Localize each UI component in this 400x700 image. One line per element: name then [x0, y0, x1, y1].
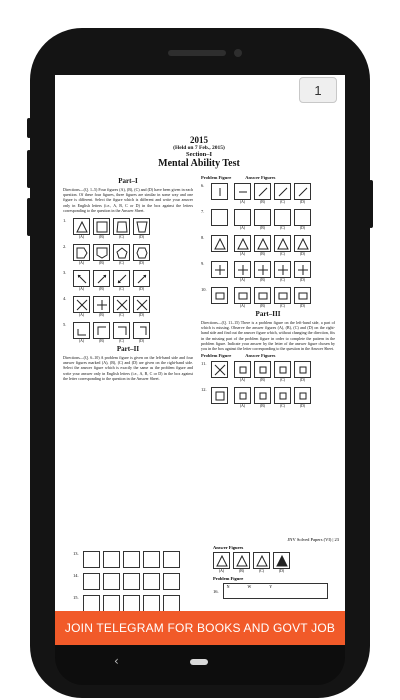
- problem-figure: [211, 387, 228, 404]
- option-label: (A): [239, 378, 246, 383]
- answer-figure: [254, 209, 271, 226]
- answer-figure: [254, 235, 271, 252]
- option-label: (A): [239, 200, 246, 204]
- option-label: (D): [299, 200, 306, 204]
- answer-figure: [123, 573, 140, 590]
- answer-figure: [73, 322, 90, 339]
- question-number: 13.: [73, 551, 79, 556]
- option-label: (B): [259, 404, 266, 409]
- grid-letter: Y: [269, 584, 273, 589]
- answer-figure: [93, 322, 110, 339]
- answer-figure: [83, 595, 100, 612]
- question-number: 6.: [201, 183, 205, 188]
- answer-figure: [103, 573, 120, 590]
- answer-figure: [274, 261, 291, 278]
- power-button: [369, 180, 373, 228]
- option-label: (B): [238, 569, 245, 573]
- answer-figures-header: Answer Figures: [213, 545, 244, 550]
- option-label: (D): [299, 378, 306, 383]
- answer-figure: [254, 361, 271, 378]
- option-label: (A): [239, 304, 246, 308]
- question-number: 12.: [201, 387, 207, 393]
- question-row: [201, 235, 335, 252]
- exam-date: (Held on 7 Feb., 2015): [173, 145, 225, 151]
- answer-figure: [294, 235, 311, 252]
- option-label: (D): [299, 304, 306, 308]
- question-number: 10.: [201, 287, 207, 292]
- answer-figure: [73, 296, 90, 313]
- answer-figure: [233, 552, 250, 569]
- answer-figure: [234, 235, 251, 252]
- question-row: [63, 244, 193, 261]
- option-label: (B): [98, 313, 105, 318]
- answer-figure: [274, 235, 291, 252]
- option-label: (B): [259, 378, 266, 383]
- telegram-banner[interactable]: JOIN TELEGRAM FOR BOOKS AND GOVT JOB: [55, 611, 345, 645]
- answer-figure: [213, 552, 230, 569]
- option-label: (A): [218, 569, 225, 573]
- question-row: [63, 218, 193, 235]
- option-label: (D): [138, 313, 145, 318]
- option-label: (C): [279, 278, 286, 282]
- document-screen[interactable]: [55, 75, 345, 645]
- option-label: (D): [299, 226, 306, 230]
- answer-figure: [253, 552, 270, 569]
- question-number: 3.: [63, 270, 67, 276]
- grid-letter: W: [247, 584, 252, 589]
- option-label: (B): [98, 235, 105, 240]
- option-label: (C): [118, 261, 125, 266]
- answer-figure: [143, 551, 160, 568]
- answer-figure: [93, 296, 110, 313]
- grid-letter: N: [226, 584, 230, 589]
- answer-figure: [73, 218, 90, 235]
- question-row: [73, 551, 180, 568]
- option-label: (C): [279, 226, 286, 230]
- part1-heading: Part–I: [118, 177, 138, 185]
- option-label: (B): [98, 261, 105, 266]
- part3-directions: Directions—(Q. 11–15) There is a problem figure on the left-hand side, a part of which is missing. Observe the answer figures (A), (B), (C) and (D) on the right-hand side and find out the answer figure which, without changing the direction, fits in the missing part of the problem figure in order to complete the pattern in the problem figure. Indicate your answer by the letter of the answer figure chosen by you in the box against the letter corresponding to the question in the Answer Sheet.: [201, 320, 335, 352]
- option-label: (A): [239, 404, 246, 409]
- option-label: (B): [259, 200, 266, 204]
- answer-figure: [294, 209, 311, 226]
- volume-button: [27, 198, 31, 236]
- option-label: (A): [78, 313, 85, 318]
- answer-figure: [73, 270, 90, 287]
- answer-figure: [73, 244, 90, 261]
- question-number: 4.: [63, 296, 67, 302]
- answer-figure: [254, 287, 271, 304]
- part3-heading: Part–III: [255, 310, 281, 318]
- option-label: (A): [239, 226, 246, 230]
- option-label: (D): [299, 252, 306, 256]
- option-label: (D): [299, 404, 306, 409]
- page-title: Mental Ability Test: [158, 158, 240, 169]
- answer-figure: [113, 270, 130, 287]
- answer-figure: [234, 387, 251, 404]
- option-label: (D): [299, 278, 306, 282]
- option-label: (B): [259, 252, 266, 256]
- answer-figure: [83, 573, 100, 590]
- answer-figure: [133, 322, 150, 339]
- answer-figure: [254, 387, 271, 404]
- answer-figure: [234, 209, 251, 226]
- option-label: (D): [138, 339, 145, 344]
- answer-figure: [254, 183, 271, 200]
- exam-year: 2015: [190, 135, 208, 145]
- answer-figure: [274, 183, 291, 200]
- volume-button: [27, 118, 31, 138]
- part1-directions: Directions—(Q. 1–5) Four figures (A), (B), (C) and (D) have been given in each question. Of these four figures, three figures are similar in some way and one figure is different. Select the figure which is different and write your answer only in English letters (i.e., A, B, C or D) in the box against the letters corresponding to the question in the Answer Sheet.: [63, 187, 193, 213]
- problem-figure: [211, 261, 228, 278]
- option-label: (C): [118, 313, 125, 318]
- option-label: (A): [78, 235, 85, 240]
- question-number: 5.: [63, 322, 67, 328]
- answer-figure: [103, 551, 120, 568]
- navigation-bar: [55, 645, 345, 685]
- question-number: 15.: [73, 595, 79, 600]
- question-row: [201, 261, 335, 278]
- answer-figure: [294, 387, 311, 404]
- answer-figure: [234, 261, 251, 278]
- answer-figure: [93, 270, 110, 287]
- answer-figure: [274, 361, 291, 378]
- problem-figure: [211, 287, 228, 304]
- answer-figure: [294, 261, 311, 278]
- option-label: (D): [138, 235, 145, 240]
- question-row: [201, 183, 335, 200]
- answer-figure: [133, 244, 150, 261]
- problem-figure-header: Problem Figure: [201, 175, 232, 180]
- answer-figure: [274, 209, 291, 226]
- answer-figure: [234, 287, 251, 304]
- answer-figure: [93, 244, 110, 261]
- option-label: (B): [98, 339, 105, 344]
- left-column: [63, 175, 193, 381]
- answer-figure: [274, 387, 291, 404]
- section-title: Section–I: [186, 151, 212, 158]
- option-label: (B): [259, 278, 266, 282]
- camera-icon: [234, 49, 242, 57]
- option-label: (D): [138, 261, 145, 266]
- option-label: (A): [78, 287, 85, 292]
- option-label: (C): [118, 235, 125, 240]
- question-number: 9.: [201, 261, 205, 266]
- question-row: [73, 573, 180, 590]
- option-label: (C): [279, 304, 286, 308]
- option-label: (B): [259, 304, 266, 308]
- answer-figure: [103, 595, 120, 612]
- page-number-badge: 1: [299, 77, 337, 103]
- answer-figure: [113, 244, 130, 261]
- option-label: (C): [279, 200, 286, 204]
- document-page: [63, 135, 335, 409]
- answer-figure: [294, 361, 311, 378]
- answer-figure: [123, 595, 140, 612]
- option-label: (D): [138, 287, 145, 292]
- answer-figure: [163, 573, 180, 590]
- right-column: [201, 175, 335, 408]
- answer-figure: [123, 551, 140, 568]
- part2-directions: Directions—(Q. 6–10) A problem figure is given on the left-hand side and four answer figures marked (A), (B), (C) and (D) are given on the right-hand side. Select the answer figure which is exactly the same as the problem figure and write your answer only in English letters (i.e., A, B, C or D) in the box against the letter corresponding to the question in the Answer Sheet.: [63, 355, 193, 381]
- chevron-left-icon[interactable]: ‹: [114, 654, 119, 668]
- answer-figure: [143, 595, 160, 612]
- problem-figure-header: Problem Figure: [213, 576, 244, 581]
- answer-figure: [83, 551, 100, 568]
- answer-figure: [113, 322, 130, 339]
- option-label: (B): [98, 287, 105, 292]
- answer-figure: [254, 261, 271, 278]
- question-row: [201, 387, 335, 404]
- option-label: (C): [279, 252, 286, 256]
- part2-heading: Part–II: [116, 345, 140, 354]
- answer-figures-header: Answer Figures: [245, 175, 276, 180]
- speaker-icon: [168, 50, 226, 56]
- option-label: (C): [279, 378, 286, 383]
- answer-figure: [163, 595, 180, 612]
- answer-figure: [294, 183, 311, 200]
- problem-figure: [211, 361, 228, 378]
- answer-figure: [93, 218, 110, 235]
- question-number: 14.: [73, 573, 79, 578]
- answer-figure: [234, 183, 251, 200]
- problem-figure: [211, 209, 228, 226]
- answer-figure: [273, 552, 290, 569]
- answer-figure: [113, 296, 130, 313]
- answer-figure: [143, 573, 160, 590]
- volume-button: [27, 150, 31, 188]
- option-label: (C): [279, 404, 286, 409]
- question-row: [63, 322, 193, 339]
- option-label: (C): [258, 569, 265, 573]
- option-label: (C): [118, 287, 125, 292]
- home-pill-icon[interactable]: [190, 659, 208, 665]
- answer-figure: [294, 287, 311, 304]
- page-footer: JNV Solved Papers (VI) | 23: [287, 537, 339, 542]
- problem-figure: [211, 235, 228, 252]
- question-row: [201, 287, 335, 304]
- answer-figure: [113, 218, 130, 235]
- answer-figure: [234, 361, 251, 378]
- option-label: (A): [78, 339, 85, 344]
- option-label: (B): [259, 226, 266, 230]
- answer-figure: [133, 218, 150, 235]
- option-label: (A): [78, 261, 85, 266]
- option-label: (A): [239, 252, 246, 256]
- answer-figures-header: Answer Figures: [245, 353, 276, 359]
- answer-figure: [163, 551, 180, 568]
- question-number: 11.: [201, 361, 207, 367]
- option-label: (C): [118, 339, 125, 344]
- problem-figure: [211, 183, 228, 200]
- question-row: [201, 361, 335, 378]
- option-label: (D): [278, 569, 285, 573]
- question-row: [63, 270, 193, 287]
- question-number: 2.: [63, 244, 67, 250]
- answer-figure: [274, 287, 291, 304]
- question-number: 8.: [201, 235, 205, 240]
- question-number: 16.: [213, 588, 219, 594]
- option-label: (A): [239, 278, 246, 282]
- question-row: [201, 209, 335, 226]
- question-row: [63, 296, 193, 313]
- question-row: [73, 595, 180, 612]
- answer-figure: [133, 296, 150, 313]
- answer-figure: [133, 270, 150, 287]
- problem-figure-header: Problem Figure: [201, 353, 232, 359]
- question-number: 7.: [201, 209, 205, 214]
- question-number: 1.: [63, 218, 67, 224]
